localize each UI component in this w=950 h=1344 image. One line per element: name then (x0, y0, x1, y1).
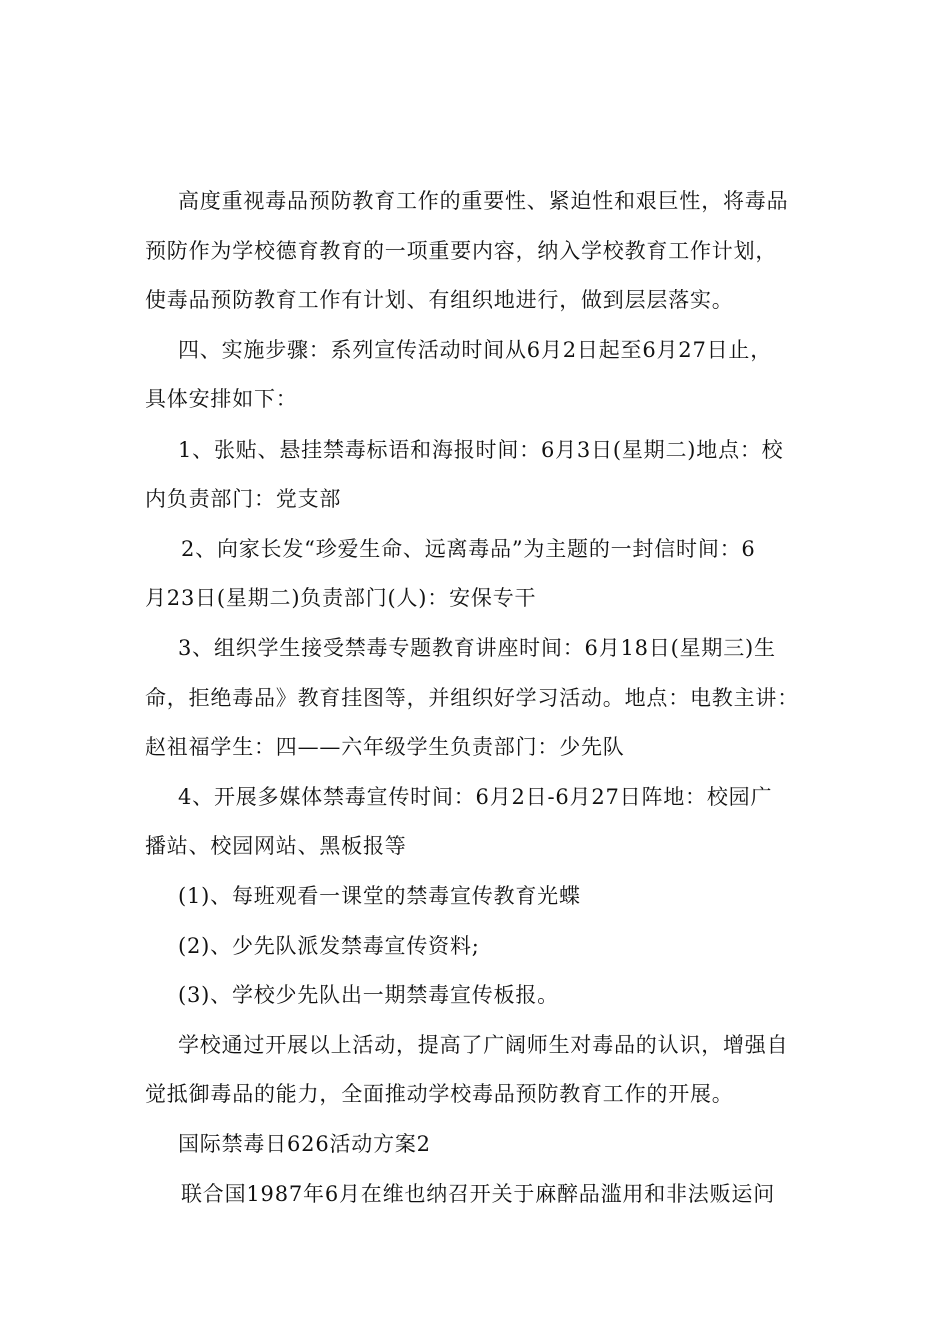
list-item-line: 1、张贴、悬挂禁毒标语和海报时间：6月3日(星期二)地点：校 (178, 438, 784, 462)
sub-list-item-line: (1)、每班观看一课堂的禁毒宣传教育光蝶 (178, 884, 581, 908)
section-title-line: 国际禁毒日626活动方案2 (178, 1132, 431, 1156)
sub-list-item-line: (3)、学校少先队出一期禁毒宣传板报。 (178, 983, 559, 1007)
paragraph-line: 觉抵御毒品的能力，全面推动学校毒品预防教育工作的开展。 (145, 1082, 734, 1106)
paragraph-line: 学校通过开展以上活动，提高了广阔师生对毒品的认识，增强自 (178, 1033, 789, 1057)
list-item-line: 2、向家长发“珍爱生命、远离毒品”为主题的一封信时间：6 (181, 537, 756, 561)
paragraph-line: 高度重视毒品预防教育工作的重要性、紧迫性和艰巨性，将毒品 (178, 189, 789, 213)
sub-list-item-line: (2)、少先队派发禁毒宣传资料; (178, 934, 480, 958)
list-item-line: 赵祖福学生：四——六年级学生负责部门：少先队 (145, 735, 625, 759)
paragraph-line: 联合国1987年6月在维也纳召开关于麻醉品滥用和非法贩运问 (181, 1182, 776, 1206)
list-item-line: 3、组织学生接受禁毒专题教育讲座时间：6月18日(星期三)生 (178, 636, 776, 660)
list-item-line: 命，拒绝毒品》教育挂图等，并组织好学习活动。地点：电教主讲： (145, 686, 799, 710)
list-item-line: 内负责部门：党支部 (145, 487, 342, 511)
paragraph-line: 具体安排如下： (145, 387, 298, 411)
section-heading-line: 四、实施步骤：系列宣传活动时间从6月2日起至6月27日止， (178, 338, 773, 362)
paragraph-line: 使毒品预防教育工作有计划、有组织地进行，做到层层落实。 (145, 288, 734, 312)
list-item-line: 月23日(星期二)负责部门(人)：安保专干 (145, 586, 537, 610)
list-item-line: 4、开展多媒体禁毒宣传时间：6月2日-6月27日阵地：校园广 (178, 785, 773, 809)
paragraph-line: 预防作为学校德育教育的一项重要内容，纳入学校教育工作计划， (145, 239, 778, 263)
list-item-line: 播站、校园网站、黑板报等 (145, 834, 407, 858)
